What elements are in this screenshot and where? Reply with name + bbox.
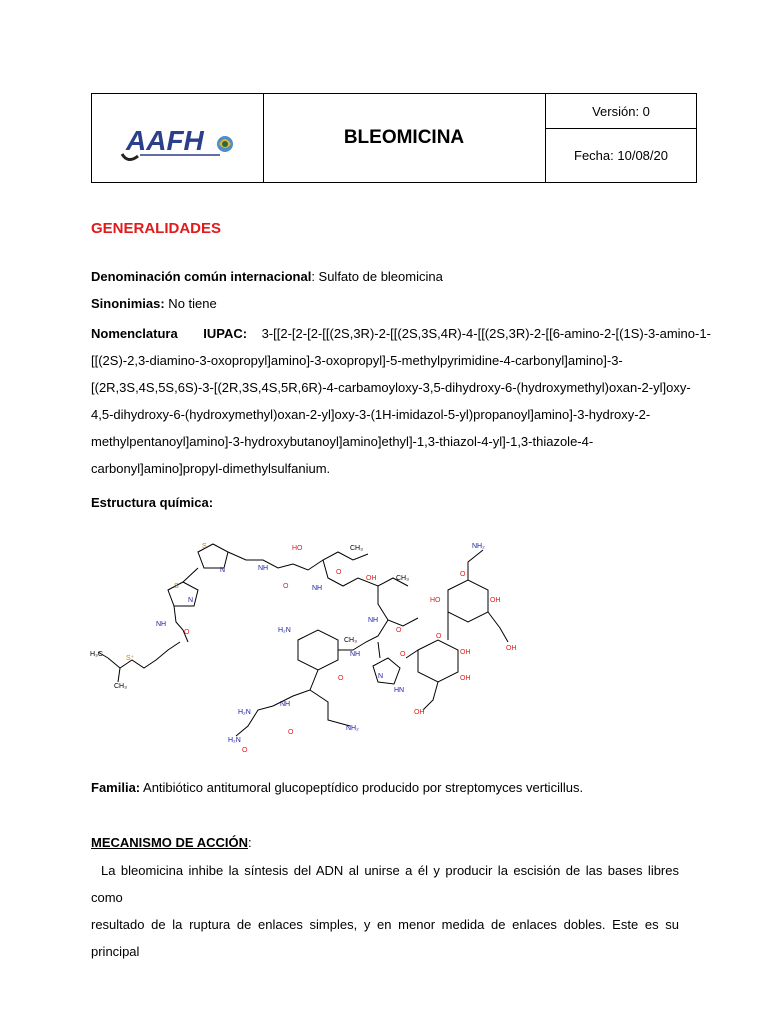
sinonimias-value: No tiene — [164, 296, 217, 311]
iupac-line-4: 4,5-dihydroxy-6-(hydroxymethyl)oxan-2-yl]oxy-3-(1H-imidazol-5-yl)propanoyl]amino]-3-hydroxy-2- — [91, 407, 651, 422]
iupac-line-3: [(2R,3S,4S,5S,6S)-3-[(2R,3S,4S,5R,6R)-4-carbamoyloxy-3,5-dihydroxy-6-(hydroxymethyl)oxan-2-yl]oxy- — [91, 380, 691, 395]
svg-text:N: N — [188, 597, 194, 604]
logo-cell — [92, 94, 264, 182]
iupac-line-6: carbonyl]amino]propyl-dimethylsulfanium. — [91, 461, 331, 476]
svg-text:S: S — [174, 583, 179, 590]
document-title — [263, 94, 546, 182]
date-text: Fecha: 10/08/20 — [574, 148, 668, 163]
dci-label: Denominación común internacional — [91, 269, 312, 284]
version-text: Versión: 0 — [592, 103, 650, 119]
mecanismo-title-text: MECANISMO DE ACCIÓN — [91, 835, 248, 850]
svg-text:CH₃: CH₃ — [344, 637, 357, 644]
familia-label: Familia: — [91, 780, 141, 795]
svg-text:H₃C: H₃C — [90, 651, 103, 658]
svg-text:O: O — [288, 729, 294, 736]
svg-text:O: O — [338, 675, 344, 682]
svg-text:H₂N: H₂N — [238, 709, 251, 716]
mecanismo-paragraph — [91, 857, 679, 965]
svg-text:HO: HO — [430, 597, 441, 604]
logo-text: AAFH — [126, 125, 204, 156]
familia-line — [91, 779, 583, 797]
svg-text:NH: NH — [280, 701, 291, 708]
svg-text:O: O — [400, 651, 406, 658]
svg-text:OH: OH — [460, 675, 471, 682]
svg-text:OH: OH — [506, 645, 517, 652]
svg-text:O: O — [396, 627, 402, 634]
iupac-line-1 — [91, 320, 711, 347]
svg-text:S: S — [202, 543, 207, 550]
svg-text:N: N — [378, 673, 384, 680]
familia-value: Antibiótico antitumoral glucopeptídico producido por streptomyces verticillus. — [140, 780, 584, 795]
iupac-paragraph — [91, 320, 711, 482]
aafh-logo — [92, 94, 263, 182]
svg-text:CH₃: CH₃ — [350, 545, 363, 552]
mecanismo-colon: : — [247, 835, 252, 850]
svg-text:O: O — [242, 747, 248, 754]
svg-text:O: O — [184, 629, 190, 636]
svg-text:NH: NH — [350, 651, 361, 658]
svg-text:NH: NH — [312, 585, 323, 592]
chemical-structure-image — [88, 530, 528, 760]
document-title-text: BLEOMICINA — [343, 127, 465, 148]
svg-text:HO: HO — [292, 545, 303, 552]
svg-text:N: N — [220, 567, 226, 574]
section-title-generalidades: GENERALIDADES — [91, 220, 222, 237]
svg-text:OH: OH — [490, 597, 501, 604]
svg-text:HN: HN — [394, 687, 405, 694]
svg-text:OH: OH — [366, 575, 377, 582]
iupac-line-5: methylpentanoyl]amino]-3-hydroxybutanoyl]amino]ethyl]-1,3-thiazol-4-yl]-1,3-thiazole-4- — [91, 434, 594, 449]
version-cell — [546, 94, 696, 129]
estructura-label: Estructura química: — [91, 495, 214, 510]
dci-line — [91, 268, 443, 286]
svg-text:O: O — [336, 569, 342, 576]
section-title-mecanismo — [91, 835, 252, 850]
svg-text:H₂N: H₂N — [278, 627, 291, 634]
svg-text:S⁺: S⁺ — [126, 655, 135, 662]
date-cell — [546, 129, 696, 182]
svg-text:O: O — [283, 583, 289, 590]
iupac-text-1: 3-[[2-[2-[2-[[(2S,3R)-2-[[(2S,3S,4R)-4-[[(2S,3R)-2-[[6-amino-2-[(1S)-3-amino-1- — [261, 326, 711, 341]
svg-text:CH₃: CH₃ — [114, 683, 127, 690]
dci-value: : Sulfato de bleomicina — [311, 269, 443, 284]
svg-text:O: O — [436, 633, 442, 640]
svg-text:NH₂: NH₂ — [346, 725, 359, 732]
document-header — [91, 93, 697, 183]
svg-text:H₂N: H₂N — [228, 737, 241, 744]
iupac-line-2: [[(2S)-2,3-diamino-3-oxopropyl]amino]-3-oxopropyl]-5-methylpyrimidine-4-carbonyl]amino]-3- — [91, 353, 623, 368]
svg-text:O: O — [460, 571, 466, 578]
svg-text:NH₂: NH₂ — [472, 543, 485, 550]
sinonimias-line — [91, 295, 217, 313]
iupac-label: Nomenclatura IUPAC: — [91, 326, 248, 341]
svg-text:NH: NH — [258, 565, 269, 572]
mecanismo-line-1: La bleomicina inhibe la síntesis del ADN al unirse a él y producir la escisión de las bases libres como — [91, 863, 679, 905]
svg-text:OH: OH — [460, 649, 471, 656]
mecanismo-line-2: resultado de la ruptura de enlaces simples, y en menor medida de enlaces dobles. Este es su principal — [91, 917, 679, 959]
svg-text:CH₃: CH₃ — [396, 575, 409, 582]
svg-text:NH: NH — [368, 617, 379, 624]
svg-text:OH: OH — [414, 709, 425, 716]
svg-text:NH: NH — [156, 621, 167, 628]
sinonimias-label: Sinonimias: — [91, 296, 165, 311]
